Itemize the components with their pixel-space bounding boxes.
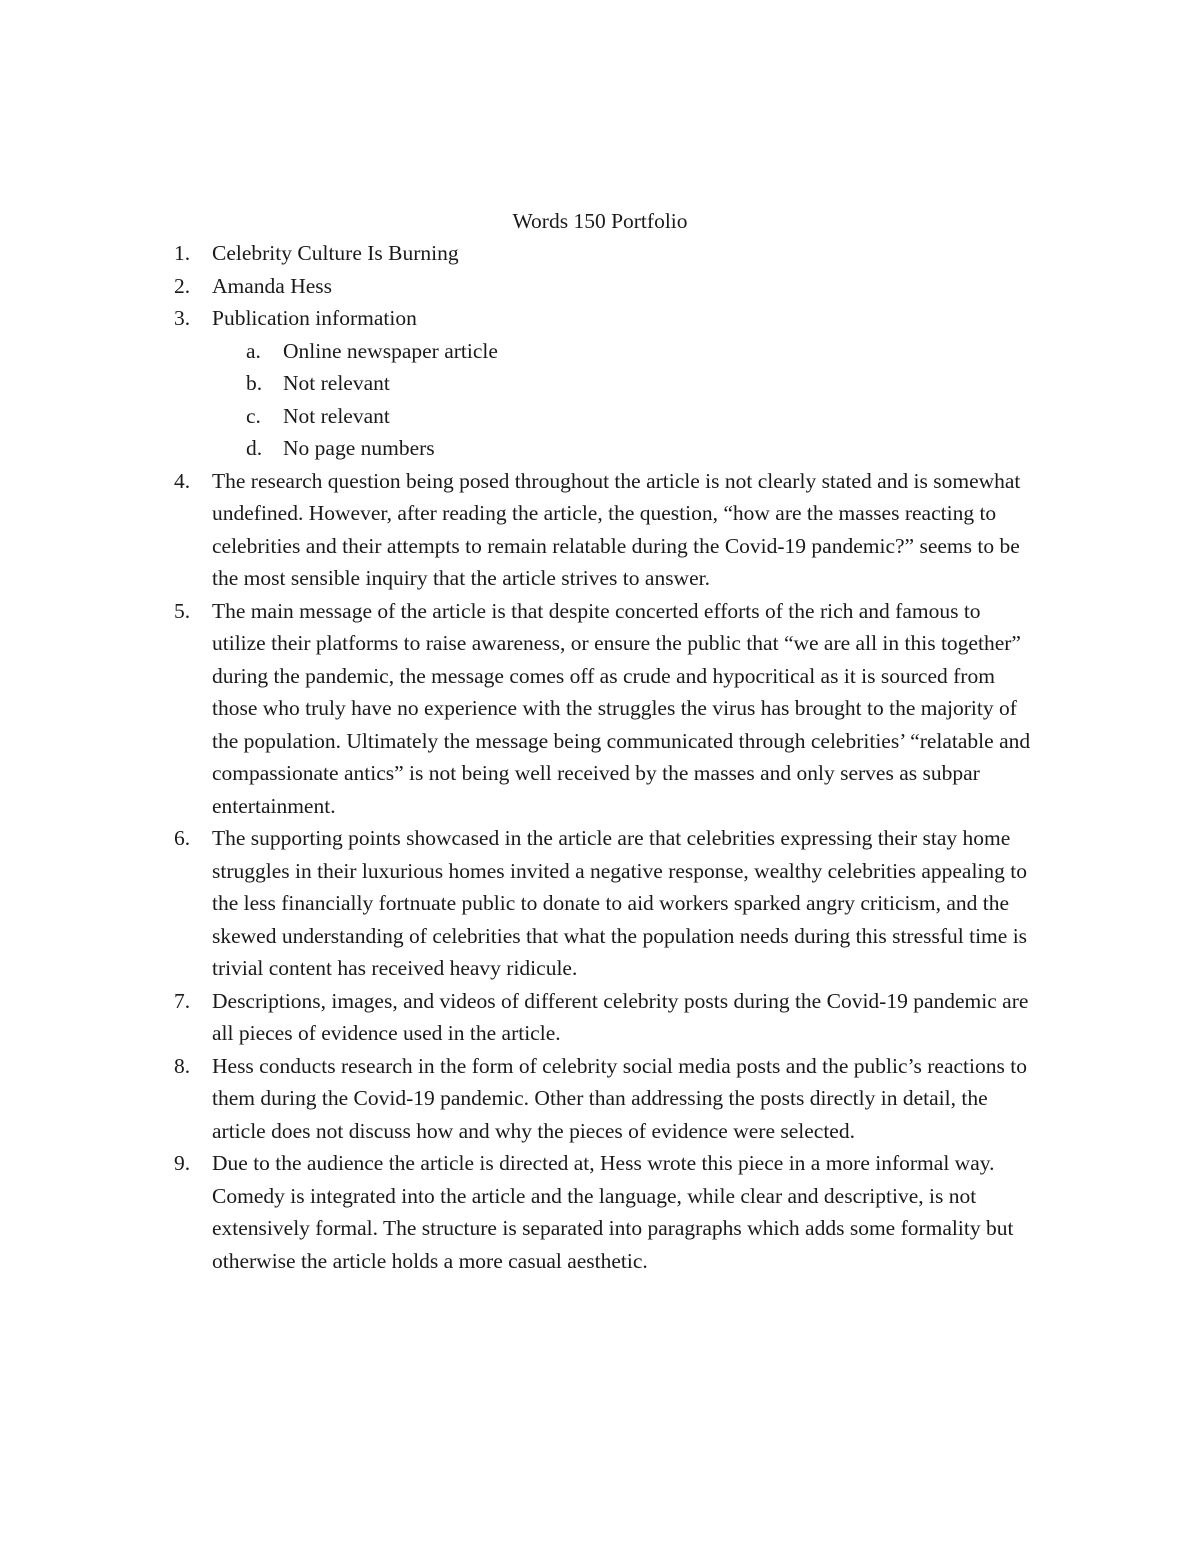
list-item-6: [0, 822, 1032, 985]
list-item-3: [0, 302, 1032, 465]
sub-list-item-text: Not relevant: [283, 403, 390, 428]
list-item-2: [0, 270, 1032, 303]
list-marker: 3.: [174, 306, 191, 330]
sub-list-marker: a.: [246, 338, 261, 363]
list-item-9: [0, 1147, 1032, 1277]
list-item-text: The supporting points showcased in the article are that celebrities expressing their stay home struggles in their luxurious homes invited a negative response, wealthy celebrities appealing to the less financially fortnuate public to donate to aid workers sparked angry criticism, and the skewed understanding of celebrities that what the population needs during this stressful time is trivial content has received heavy ridicule.: [212, 826, 1028, 980]
list-item-text: Publication information: [212, 306, 417, 330]
sub-list-marker: c.: [246, 403, 261, 428]
sub-list-item-c: [212, 400, 1032, 433]
sub-list-item-d: [212, 432, 1032, 465]
sub-list-marker: b.: [246, 371, 263, 395]
list-item-text: The main message of the article is that despite concerted efforts of the rich and famous to utilize their platforms to raise awareness, or ensure the public that “we are all in this together” during the pandemic, the message comes off as crude and hypocritical as it is sourced from those who truly have no experience with the struggles the virus has brought to the majority of the population. Ultimately the message being communicated through celebrities’ “relatable and compassionate antics” is not being well received by the masses and only serves as subpar entertainment.: [212, 598, 1031, 818]
list-marker: 1.: [174, 241, 191, 265]
list-item-text: Hess conducts research in the form of celebrity social media posts and the public’s reactions to them during the Covid-19 pandemic. Other than addressing the posts directly in detail, the article does not discuss how and why the pieces of evidence were selected.: [212, 1053, 1027, 1143]
sub-list-item-text: No page numbers: [283, 436, 435, 460]
list-item-1: [0, 237, 1032, 270]
sub-list-item-text: Not relevant: [283, 371, 390, 395]
list-marker: 2.: [174, 273, 191, 298]
list-marker: 5.: [174, 598, 191, 623]
list-item-5: [0, 595, 1032, 823]
list-item-7: [0, 985, 1032, 1050]
list-marker: 6.: [174, 826, 191, 850]
list-marker: 4.: [174, 468, 191, 493]
list-item-text: The research question being posed throughout the article is not clearly stated and is somewhat undefined. However, after reading the article, the question, “how are the masses reacting to celebrities and their attempts to remain relatable during the Covid-19 pandemic?” seems to be the most sensible inquiry that the article strives to answer.: [212, 468, 1021, 590]
sub-list-item-a: [212, 335, 1032, 368]
list-marker: 9.: [174, 1151, 191, 1175]
list-marker: 8.: [174, 1053, 191, 1078]
numbered-list: [0, 237, 1200, 1277]
sub-list-item-text: Online newspaper article: [283, 338, 498, 363]
list-marker: 7.: [174, 988, 191, 1013]
list-item-4: [0, 465, 1032, 595]
list-item-text: Amanda Hess: [212, 273, 333, 298]
list-item-text: Due to the audience the article is directed at, Hess wrote this piece in a more informal way. Comedy is integrated into the article and the language, while clear and descriptive, is not extensively formal. The structure is separated into paragraphs which adds some formality but otherwise the article holds a more casual aesthetic.: [212, 1151, 1014, 1273]
sub-list: [212, 335, 1032, 465]
sub-list-marker: d.: [246, 436, 263, 460]
list-item-text: Celebrity Culture Is Burning: [212, 241, 459, 265]
sub-list-item-b: [212, 367, 1032, 400]
document-title: Words 150 Portfolio: [512, 209, 688, 233]
list-item-8: [0, 1050, 1032, 1148]
list-item-text: Descriptions, images, and videos of different celebrity posts during the Covid-19 pandemic are all pieces of evidence used in the article.: [212, 988, 1029, 1045]
